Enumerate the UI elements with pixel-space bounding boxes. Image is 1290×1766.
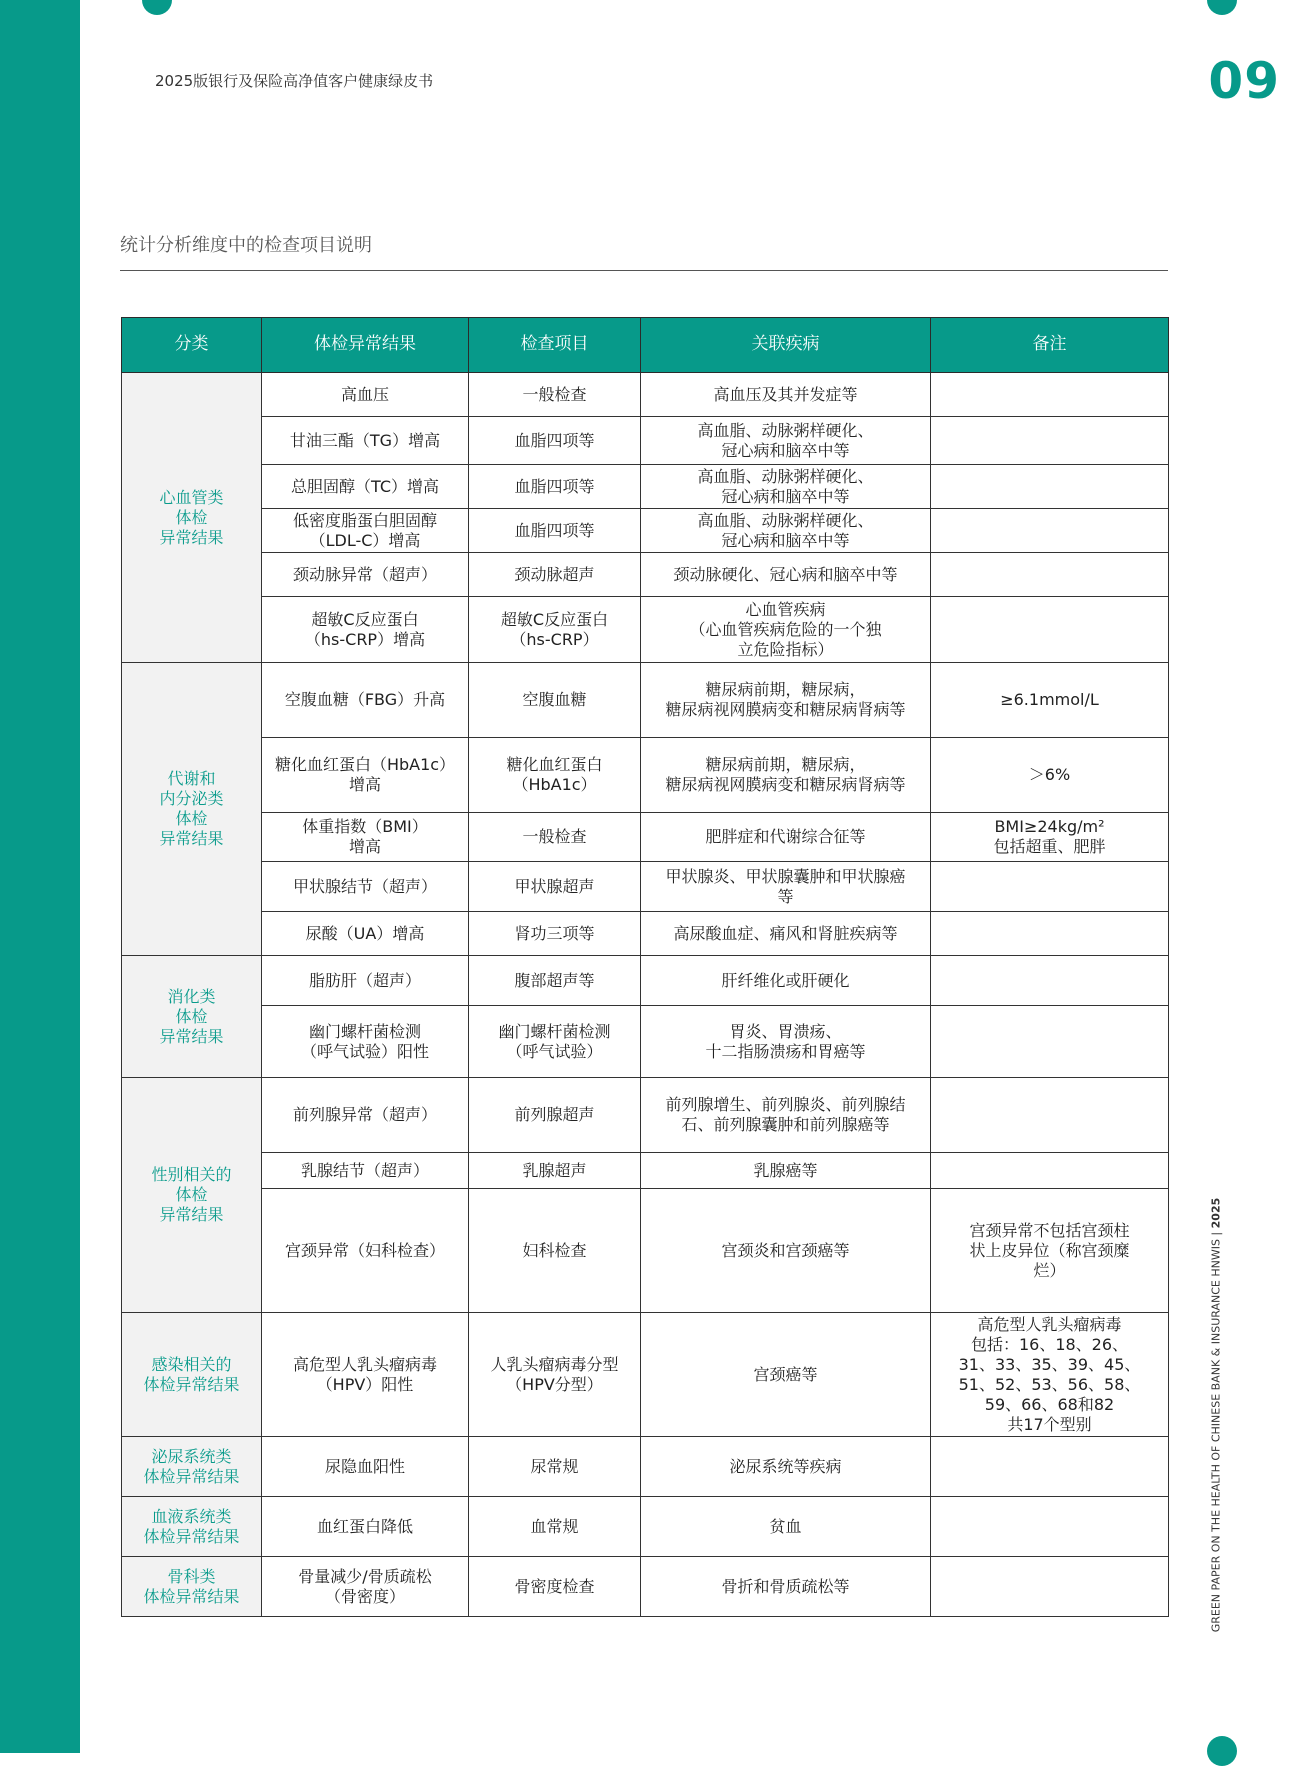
exam-item-cell: 血脂四项等 — [469, 509, 641, 553]
abnormal-result-cell: 总胆固醇（TC）增高 — [262, 465, 469, 509]
note-cell — [931, 1006, 1169, 1078]
related-disease-cell: 贫血 — [641, 1497, 931, 1557]
exam-item-cell: 幽门螺杆菌检测 （呼气试验） — [469, 1006, 641, 1078]
page-number: 09 — [1208, 52, 1280, 110]
related-disease-cell: 高血脂、动脉粥样硬化、 冠心病和脑卒中等 — [641, 509, 931, 553]
table-header-row — [122, 318, 1169, 373]
table-row — [122, 1153, 1169, 1189]
exam-item-cell: 糖化血红蛋白 （HbA1c） — [469, 738, 641, 813]
related-disease-cell: 甲状腺炎、甲状腺囊肿和甲状腺癌 等 — [641, 862, 931, 912]
exam-item-cell: 颈动脉超声 — [469, 553, 641, 597]
table-row — [122, 813, 1169, 862]
related-disease-cell: 泌尿系统等疾病 — [641, 1437, 931, 1497]
related-disease-cell: 宫颈炎和宫颈癌等 — [641, 1189, 931, 1313]
abnormal-result-cell: 高血压 — [262, 373, 469, 417]
section-title: 统计分析维度中的检查项目说明 — [120, 235, 372, 256]
column-header: 分类 — [122, 318, 262, 373]
note-cell — [931, 1557, 1169, 1617]
note-cell — [931, 597, 1169, 663]
category-cell: 心血管类 体检 异常结果 — [122, 373, 262, 663]
table-row — [122, 738, 1169, 813]
abnormal-result-cell: 颈动脉异常（超声） — [262, 553, 469, 597]
note-cell — [931, 912, 1169, 956]
related-disease-cell: 高尿酸血症、痛风和肾脏疾病等 — [641, 912, 931, 956]
abnormal-result-cell: 空腹血糖（FBG）升高 — [262, 663, 469, 738]
related-disease-cell: 高血脂、动脉粥样硬化、 冠心病和脑卒中等 — [641, 465, 931, 509]
related-disease-cell: 肥胖症和代谢综合征等 — [641, 813, 931, 862]
note-cell — [931, 1153, 1169, 1189]
related-disease-cell: 前列腺增生、前列腺炎、前列腺结 石、前列腺囊肿和前列腺癌等 — [641, 1078, 931, 1153]
vertical-side-text — [1201, 1190, 1231, 1640]
side-text-year: 2025 — [1209, 1197, 1223, 1229]
category-cell: 泌尿系统类 体检异常结果 — [122, 1437, 262, 1497]
note-cell: ＞6% — [931, 738, 1169, 813]
decorative-dot — [142, 0, 172, 15]
column-header: 备注 — [931, 318, 1169, 373]
table-row — [122, 1437, 1169, 1497]
note-cell — [931, 1497, 1169, 1557]
exam-item-cell: 甲状腺超声 — [469, 862, 641, 912]
exam-item-cell: 肾功三项等 — [469, 912, 641, 956]
table-row — [122, 1557, 1169, 1617]
related-disease-cell: 糖尿病前期，糖尿病， 糖尿病视网膜病变和糖尿病肾病等 — [641, 738, 931, 813]
exam-item-cell: 人乳头瘤病毒分型 （HPV分型） — [469, 1313, 641, 1437]
note-cell — [931, 509, 1169, 553]
exam-item-cell: 骨密度检查 — [469, 1557, 641, 1617]
abnormal-result-cell: 甘油三酯（TG）增高 — [262, 417, 469, 465]
table-row — [122, 373, 1169, 417]
note-cell: 宫颈异常不包括宫颈柱 状上皮异位（称宫颈糜 烂） — [931, 1189, 1169, 1313]
exam-item-cell: 一般检查 — [469, 373, 641, 417]
note-cell — [931, 1078, 1169, 1153]
table-row — [122, 509, 1169, 553]
table-row — [122, 1497, 1169, 1557]
table-row — [122, 663, 1169, 738]
table-row — [122, 1313, 1169, 1437]
column-header: 关联疾病 — [641, 318, 931, 373]
column-header: 体检异常结果 — [262, 318, 469, 373]
note-cell — [931, 465, 1169, 509]
column-header: 检查项目 — [469, 318, 641, 373]
exam-item-cell: 尿常规 — [469, 1437, 641, 1497]
note-cell — [931, 1437, 1169, 1497]
abnormal-result-cell: 甲状腺结节（超声） — [262, 862, 469, 912]
side-text-label: GREEN PAPER ON THE HEALTH OF CHINESE BANK & INSURANCE HNWIS | — [1209, 1228, 1223, 1633]
abnormal-result-cell: 血红蛋白降低 — [262, 1497, 469, 1557]
abnormal-result-cell: 幽门螺杆菌检测 （呼气试验）阳性 — [262, 1006, 469, 1078]
related-disease-cell: 心血管疾病 （心血管疾病危险的一个独 立危险指标） — [641, 597, 931, 663]
note-cell: BMI≥24kg/m² 包括超重、肥胖 — [931, 813, 1169, 862]
related-disease-cell: 胃炎、胃溃疡、 十二指肠溃疡和胃癌等 — [641, 1006, 931, 1078]
category-cell: 性别相关的 体检 异常结果 — [122, 1078, 262, 1313]
abnormal-result-cell: 骨量减少/骨质疏松 （骨密度） — [262, 1557, 469, 1617]
table-row — [122, 597, 1169, 663]
document-title: 2025版银行及保险高净值客户健康绿皮书 — [155, 72, 434, 90]
exam-items-table — [121, 317, 1169, 1617]
abnormal-result-cell: 尿隐血阳性 — [262, 1437, 469, 1497]
section-divider — [120, 270, 1168, 271]
abnormal-result-cell: 宫颈异常（妇科检查） — [262, 1189, 469, 1313]
category-cell: 代谢和 内分泌类 体检 异常结果 — [122, 663, 262, 956]
category-cell: 血液系统类 体检异常结果 — [122, 1497, 262, 1557]
table-row — [122, 1078, 1169, 1153]
side-accent-bar — [0, 0, 80, 1753]
note-cell — [931, 862, 1169, 912]
related-disease-cell: 高血脂、动脉粥样硬化、 冠心病和脑卒中等 — [641, 417, 931, 465]
exam-item-cell: 血脂四项等 — [469, 465, 641, 509]
note-cell: 高危型人乳头瘤病毒 包括：16、18、26、 31、33、35、39、45、 51、52、53、56、58、 59、66、68和82 共17个型别 — [931, 1313, 1169, 1437]
note-cell — [931, 417, 1169, 465]
related-disease-cell: 糖尿病前期，糖尿病， 糖尿病视网膜病变和糖尿病肾病等 — [641, 663, 931, 738]
abnormal-result-cell: 前列腺异常（超声） — [262, 1078, 469, 1153]
exam-item-cell: 一般检查 — [469, 813, 641, 862]
table-row — [122, 956, 1169, 1006]
category-cell: 消化类 体检 异常结果 — [122, 956, 262, 1078]
table-row — [122, 862, 1169, 912]
table-row — [122, 553, 1169, 597]
exam-item-cell: 空腹血糖 — [469, 663, 641, 738]
related-disease-cell: 乳腺癌等 — [641, 1153, 931, 1189]
abnormal-result-cell: 糖化血红蛋白（HbA1c） 增高 — [262, 738, 469, 813]
category-cell: 感染相关的 体检异常结果 — [122, 1313, 262, 1437]
table-row — [122, 465, 1169, 509]
abnormal-result-cell: 体重指数（BMI） 增高 — [262, 813, 469, 862]
exam-item-cell: 超敏C反应蛋白 （hs-CRP） — [469, 597, 641, 663]
decorative-dot — [1207, 0, 1237, 15]
note-cell — [931, 553, 1169, 597]
abnormal-result-cell: 超敏C反应蛋白 （hs-CRP）增高 — [262, 597, 469, 663]
exam-item-cell: 妇科检查 — [469, 1189, 641, 1313]
table-row — [122, 912, 1169, 956]
related-disease-cell: 颈动脉硬化、冠心病和脑卒中等 — [641, 553, 931, 597]
related-disease-cell: 宫颈癌等 — [641, 1313, 931, 1437]
table-row — [122, 417, 1169, 465]
related-disease-cell: 肝纤维化或肝硬化 — [641, 956, 931, 1006]
abnormal-result-cell: 高危型人乳头瘤病毒 （HPV）阳性 — [262, 1313, 469, 1437]
note-cell — [931, 956, 1169, 1006]
abnormal-result-cell: 乳腺结节（超声） — [262, 1153, 469, 1189]
related-disease-cell: 高血压及其并发症等 — [641, 373, 931, 417]
table-row — [122, 1189, 1169, 1313]
note-cell — [931, 373, 1169, 417]
exam-item-cell: 血常规 — [469, 1497, 641, 1557]
exam-item-cell: 乳腺超声 — [469, 1153, 641, 1189]
note-cell: ≥6.1mmol/L — [931, 663, 1169, 738]
exam-item-cell: 腹部超声等 — [469, 956, 641, 1006]
table-row — [122, 1006, 1169, 1078]
abnormal-result-cell: 脂肪肝（超声） — [262, 956, 469, 1006]
category-cell: 骨科类 体检异常结果 — [122, 1557, 262, 1617]
exam-item-cell: 前列腺超声 — [469, 1078, 641, 1153]
abnormal-result-cell: 低密度脂蛋白胆固醇 （LDL-C）增高 — [262, 509, 469, 553]
abnormal-result-cell: 尿酸（UA）增高 — [262, 912, 469, 956]
exam-item-cell: 血脂四项等 — [469, 417, 641, 465]
related-disease-cell: 骨折和骨质疏松等 — [641, 1557, 931, 1617]
decorative-dot — [1207, 1736, 1237, 1766]
